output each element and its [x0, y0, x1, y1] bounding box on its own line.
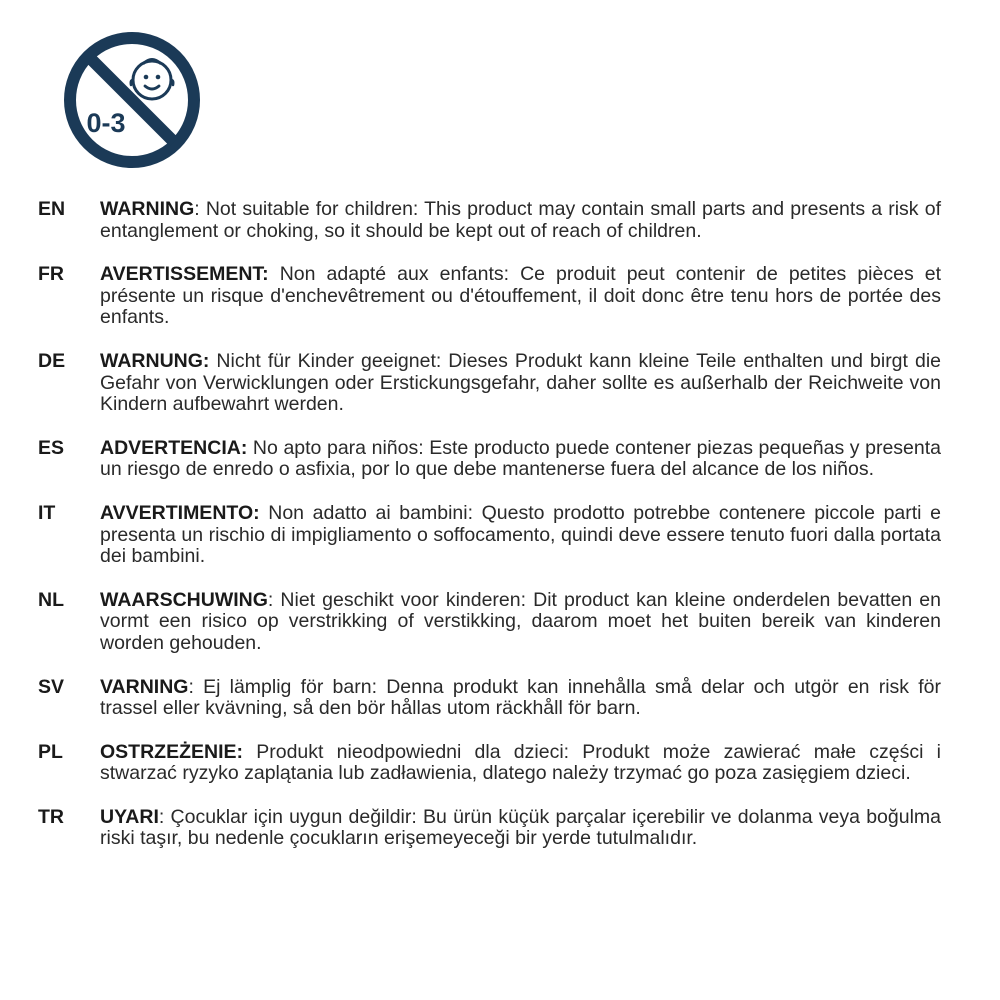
warning-body-text: Nicht für Kinder geeignet: Dieses Produkt kann kleine Teile enthalten und birgt die Gefahr von Verwicklungen oder Erstickungsgefahr, daher sollte es außerhalb der Reichweite von Kindern aufbewahrt werden.: [100, 349, 941, 416]
warning-label: AVVERTIMENTO:: [100, 501, 260, 524]
no-children-symbol: [62, 30, 202, 170]
warning-paragraph: [100, 677, 941, 720]
warning-row-sv: [38, 677, 941, 720]
warning-paragraph: [100, 503, 941, 568]
warning-row-fr: [38, 264, 941, 329]
warning-label: WARNING: [100, 198, 195, 220]
warning-paragraph: [100, 264, 941, 329]
warning-row-pl: [38, 742, 941, 785]
language-code: NL: [38, 588, 64, 611]
language-code: ES: [38, 436, 65, 459]
warning-paragraph: [100, 438, 941, 481]
warning-paragraph: [100, 590, 941, 655]
baby-face-icon: [131, 60, 174, 100]
warning-body-text: : Ej lämplig för barn: Denna produkt kan innehålla små delar och utgör en risk för trassel eller kvävning, så den bör hållas utom räckhåll för barn.: [100, 675, 941, 720]
warning-row-tr: [38, 807, 941, 850]
warning-paragraph: [100, 199, 941, 242]
no-children-0-3-icon: [62, 30, 202, 170]
warning-row-en: [38, 199, 941, 242]
warning-row-de: [38, 351, 941, 416]
language-code: SV: [38, 675, 65, 698]
warning-body-text: Non adatto ai bambini: Questo prodotto potrebbe contenere piccole parti e presenta un rischio di impigliamento o soffocamento, quindi deve essere tenuto fuori dalla portata dei bambini.: [100, 501, 941, 568]
warning-label: VARNING: [100, 675, 189, 698]
age-label: 0-3: [86, 108, 126, 138]
language-code: EN: [38, 198, 66, 220]
warning-body-text: No apto para niños: Este producto puede contener piezas pequeñas y presenta un riesgo de enredo o asfixia, por lo que debe mantenerse fuera del alcance de los niños.: [100, 436, 941, 481]
language-code: IT: [38, 501, 56, 524]
language-code: TR: [38, 805, 64, 828]
warning-body-text: Produkt nieodpowiedni dla dzieci: Produkt może zawierać małe części i stwarzać ryzyko zaplątania lub zadławienia, dlatego należy trzymać go poza zasięgiem dzieci.: [100, 740, 941, 785]
warning-body-text: Non adapté aux enfants: Ce produit peut contenir de petites pièces et présente un risque d'enchevêtrement ou d'étouffement, il doit donc être tenu hors de portée des enfants.: [100, 263, 941, 329]
warning-label: WAARSCHUWING: [100, 588, 268, 611]
warning-label: OSTRZEŻENIE:: [100, 740, 244, 763]
warning-label: UYARI: [100, 805, 159, 828]
warning-body-text: : Not suitable for children: This product may contain small parts and presents a risk of entanglement or choking, so it should be kept out of reach of children.: [100, 198, 941, 242]
warning-paragraph: [100, 351, 941, 416]
language-code: PL: [38, 740, 63, 763]
warning-row-nl: [38, 590, 941, 655]
warning-row-it: [38, 503, 941, 568]
warning-row-es: [38, 438, 941, 481]
warning-label: WARNUNG:: [100, 349, 210, 372]
warning-label: AVERTISSEMENT:: [100, 263, 269, 286]
warning-paragraph: [100, 807, 941, 850]
warning-label: ADVERTENCIA:: [100, 436, 248, 459]
language-code: DE: [38, 349, 66, 372]
warning-list: [38, 199, 941, 872]
language-code: FR: [38, 263, 64, 286]
warning-body-text: : Çocuklar için uygun değildir: Bu ürün küçük parçalar içerebilir ve dolanma veya boğulma riski taşır, bu nedenle çocukların erişemeyeceği bir yerde tutulmalıdır.: [100, 805, 941, 850]
warning-body-text: : Niet geschikt voor kinderen: Dit product kan kleine onderdelen bevatten en vormt een risico op verstrikking of verstikking, daarom moet het buiten bereik van kinderen worden gehouden.: [100, 588, 941, 654]
warning-paragraph: [100, 742, 941, 785]
